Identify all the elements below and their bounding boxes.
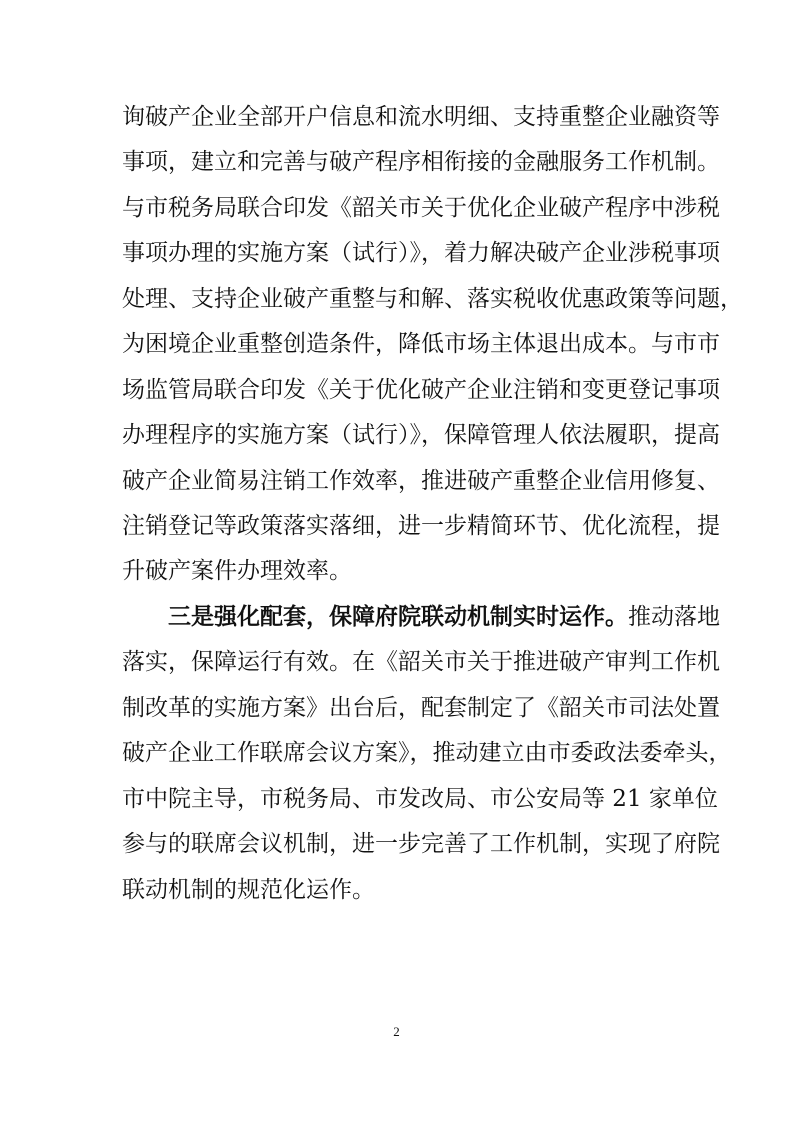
paragraph-2-heading: 三是强化配套，保障府院联动机制实时运作。 <box>168 603 628 630</box>
paragraph-1-line-6: 为困境企业重整创造条件，降低市场主体退出成本。与市市 <box>122 331 720 357</box>
page-number: 2 <box>393 1024 400 1039</box>
paragraph-1-line-1: 询破产企业全部开户信息和流水明细、支持重整企业融资等 <box>122 104 720 130</box>
paragraph-1-line-5: 处理、支持企业破产重整与和解、落实税收优惠政策等问题， <box>122 286 743 312</box>
paragraph-1-line-2: 事项，建立和完善与破产程序相衔接的金融服务工作机制。 <box>122 149 720 175</box>
paragraph-2-line-5: 市中院主导，市税务局、市发改局、市公安局等 21 家单位 <box>122 786 718 812</box>
paragraph-2-first-line-rest: 推动落地 <box>628 604 720 630</box>
paragraph-2-line-7: 联动机制的规范化运作。 <box>122 877 375 903</box>
paragraph-1-line-11: 升破产案件办理效率。 <box>122 558 352 584</box>
paragraph-2-line-2: 落实，保障运行有效。在《韶关市关于推进破产审判工作机 <box>122 649 720 675</box>
paragraph-2-line-3: 制改革的实施方案》出台后，配套制定了《韶关市司法处置 <box>122 695 720 721</box>
paragraph-1-line-9: 破产企业简易注销工作效率，推进破产重整企业信用修复、 <box>122 468 720 494</box>
paragraph-1-line-4: 事项办理的实施方案（试行）》，着力解决破产企业涉税事项 <box>122 240 720 266</box>
paragraph-2-line-1 <box>168 602 720 632</box>
paragraph-2-line-6: 参与的联席会议机制，进一步完善了工作机制，实现了府院 <box>122 831 720 857</box>
paragraph-1-line-10: 注销登记等政策落实落细，进一步精简环节、优化流程，提 <box>122 513 720 539</box>
paragraph-1-line-7: 场监管局联合印发《关于优化破产企业注销和变更登记事项 <box>122 377 720 403</box>
paragraph-1-line-8: 办理程序的实施方案（试行）》，保障管理人依法履职，提高 <box>122 422 720 448</box>
paragraph-2-line-4: 破产企业工作联席会议方案》，推动建立由市委政法委牵头， <box>122 740 732 766</box>
paragraph-1-line-3: 与市税务局联合印发《韶关市关于优化企业破产程序中涉税 <box>122 195 720 221</box>
